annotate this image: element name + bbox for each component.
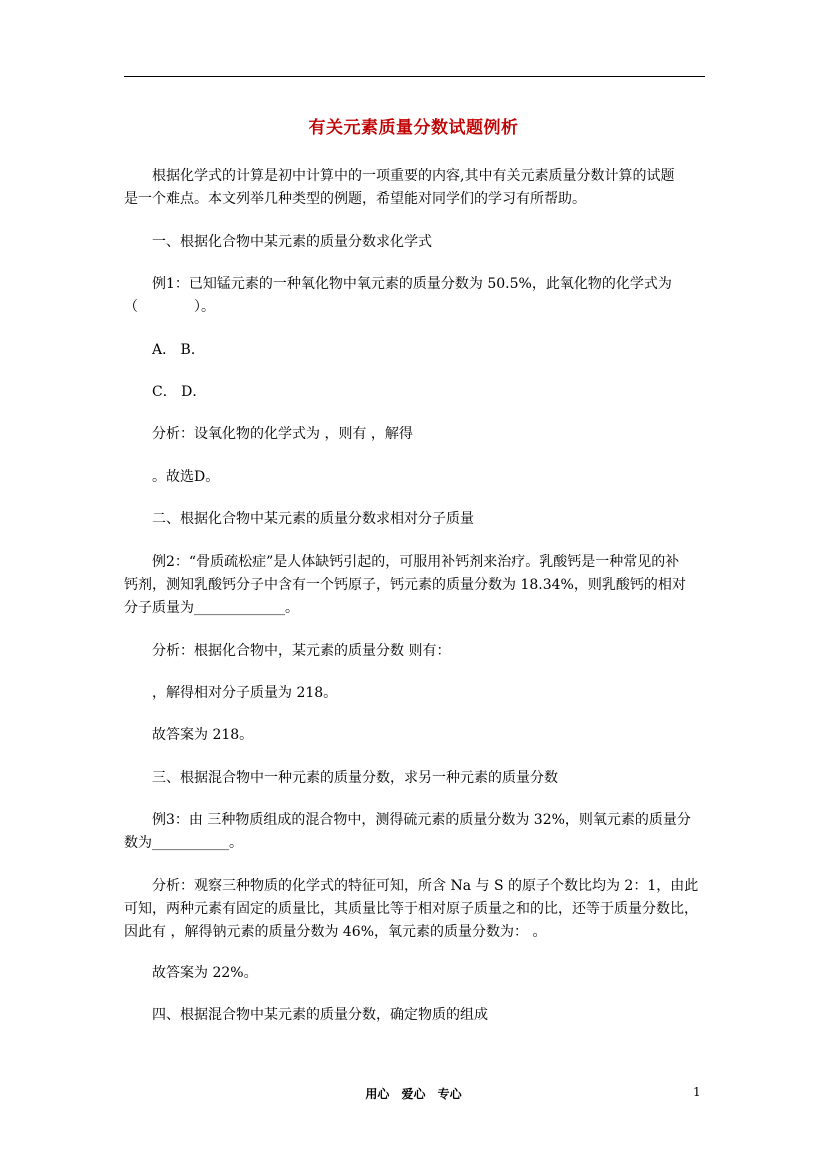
option-line: A． B．	[152, 342, 205, 358]
paragraph-line: 故答案为 22%。	[152, 965, 258, 981]
paragraph-line: 分子质量为_____________。	[124, 600, 299, 616]
paragraph-line: ，解得相对分子质量为 218。	[152, 685, 338, 701]
section-heading: 三、根据混合物中一种元素的质量分数，求另一种元素的质量分数	[152, 770, 558, 786]
page-title: 有关元素质量分数试题例析	[308, 118, 519, 138]
paragraph-line: 分析：观察三种物质的化学式的特征可知，所含 Na 与 S 的原子个数比均为 2：1，由此	[152, 878, 699, 894]
paragraph-line: 例2：“骨质疏松症”是人体缺钙引起的，可服用补钙剂来治疗。乳酸钙是一种常见的补	[152, 554, 680, 570]
page-footer: 用心 爱心 专心	[365, 1087, 462, 1101]
paragraph-line: 钙剂，测知乳酸钙分子中含有一个钙原子，钙元素的质量分数为 18.34%，则乳酸钙的相对	[124, 577, 686, 593]
paragraph-line: 故答案为 218。	[152, 727, 254, 743]
section-heading: 二、根据化合物中某元素的质量分数求相对分子质量	[152, 511, 474, 527]
paragraph-line: 数为___________。	[124, 835, 243, 851]
paragraph-line: 根据化学式的计算是初中计算中的一项重要的内容,其中有关元素质量分数计算的试题	[152, 168, 675, 184]
paragraph-line: 是一个难点。本文列举几种类型的例题，希望能对同学们的学习有所帮助。	[124, 191, 586, 207]
paragraph-line: 可知，两种元素有固定的质量比，其质量比等于相对原子质量之和的比，还等于质量分数比，	[124, 901, 698, 917]
paragraph-line: 例1：已知锰元素的一种氧化物中氧元素的质量分数为 50.5%，此氧化物的化学式为	[152, 276, 672, 292]
paragraph-line: 例3：由 三种物质组成的混合物中，测得硫元素的质量分数为 32%，则氧元素的质量分	[152, 812, 691, 828]
paragraph-line: 因此有 ，解得钠元素的质量分数为 46%，氧元素的质量分数为： 。	[124, 924, 547, 940]
paragraph-line: （ ）。	[124, 299, 215, 315]
option-line: C． D．	[152, 384, 207, 400]
section-heading: 四、根据混合物中某元素的质量分数，确定物质的组成	[152, 1007, 488, 1023]
paragraph-line: 。故选D。	[152, 469, 220, 485]
header-rule	[124, 76, 705, 77]
page-number: 1	[693, 1085, 701, 1099]
paragraph-line: 分析：设氧化物的化学式为 ，则有 ，解得	[152, 426, 413, 442]
paragraph-line: 分析：根据化合物中，某元素的质量分数 则有：	[152, 643, 451, 659]
section-heading: 一、根据化合物中某元素的质量分数求化学式	[152, 234, 432, 250]
